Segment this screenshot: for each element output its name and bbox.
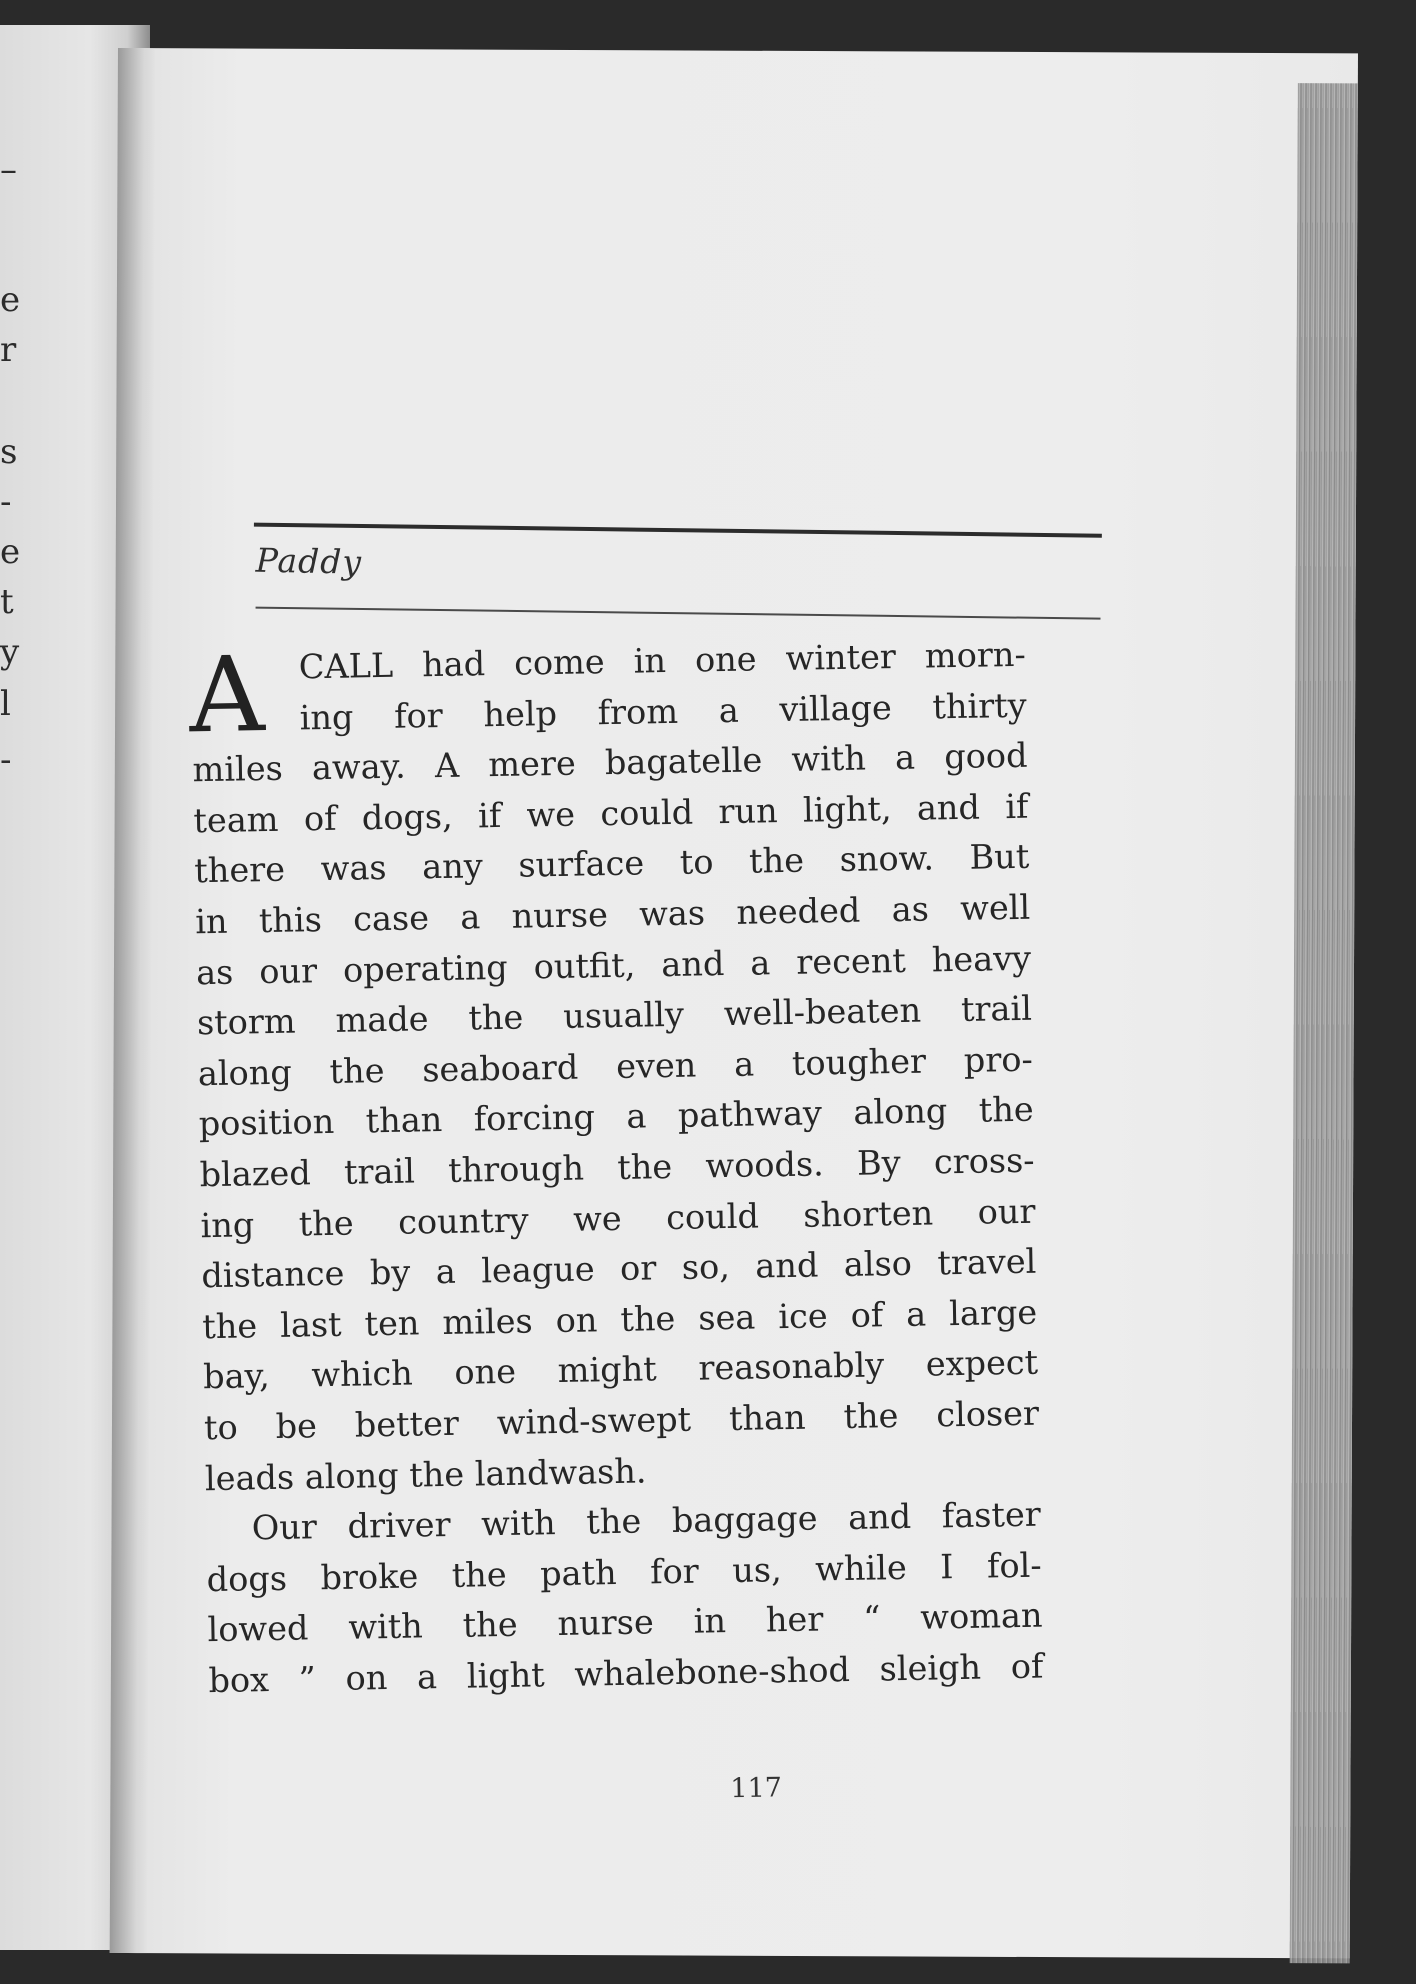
text-line: along the seaboard even a tougher pro-	[197, 1039, 1034, 1094]
text-line: as our operating outfit, and a recent heavy	[195, 938, 1032, 992]
margin-fragment: l	[0, 684, 11, 724]
text-line: bay, which one might reasonably expect	[202, 1342, 1039, 1397]
header-rule-thin	[256, 607, 1101, 620]
text-line: distance by a league or so, and also travel	[201, 1241, 1037, 1296]
gutter-shadow	[110, 48, 156, 1953]
text-line: ing the country we could shorten our	[200, 1191, 1036, 1245]
text-line: in this case a nurse was needed as well	[194, 887, 1031, 942]
body-text	[190, 630, 1043, 1707]
text-line: there was any surface to the snow. But	[194, 837, 1030, 891]
text-line: to be better wind-swept than the closer	[203, 1393, 1040, 1448]
text-line: lowed with the nurse in her “ woman	[207, 1595, 1043, 1650]
margin-fragment: -	[0, 740, 12, 780]
header-rule-thick	[254, 523, 1102, 538]
page-edges	[1290, 83, 1358, 1963]
text-line: storm made the usually well-beaten trail	[196, 988, 1033, 1043]
text-line: CALL had come in one winter morn-	[298, 634, 1027, 687]
margin-fragment: e	[0, 532, 21, 572]
margin-fragment: -	[0, 482, 12, 522]
text-line: position than forcing a pathway along the	[198, 1090, 1034, 1144]
text-line: Our driver with the baggage and faster	[251, 1494, 1042, 1548]
text-line: ing for help from a village thirty	[299, 685, 1027, 738]
margin-fragment: s	[0, 432, 18, 472]
margin-fragment: –	[0, 150, 17, 190]
running-head: Paddy	[255, 540, 363, 582]
text-line: miles away. A mere bagatelle with a good	[192, 735, 1028, 790]
text-line: dogs broke the path for us, while I fol-	[206, 1545, 1042, 1599]
text-line: box ” on a light whalebone-shod sleigh of	[208, 1646, 1044, 1701]
drop-cap: A	[188, 633, 266, 757]
page-number: 117	[730, 1772, 783, 1805]
margin-fragment: e	[0, 280, 21, 320]
text-line: leads along the landwash.	[204, 1450, 647, 1498]
margin-fragment: r	[0, 330, 17, 370]
margin-fragment: y	[0, 632, 20, 672]
text-line: blazed trail through the woods. By cross-	[199, 1140, 1035, 1195]
text-line: the last ten miles on the sea ice of a large	[201, 1292, 1038, 1346]
margin-fragment: t	[0, 582, 14, 622]
book-page	[110, 48, 1358, 1958]
text-line: team of dogs, if we could run light, and if	[193, 786, 1029, 841]
